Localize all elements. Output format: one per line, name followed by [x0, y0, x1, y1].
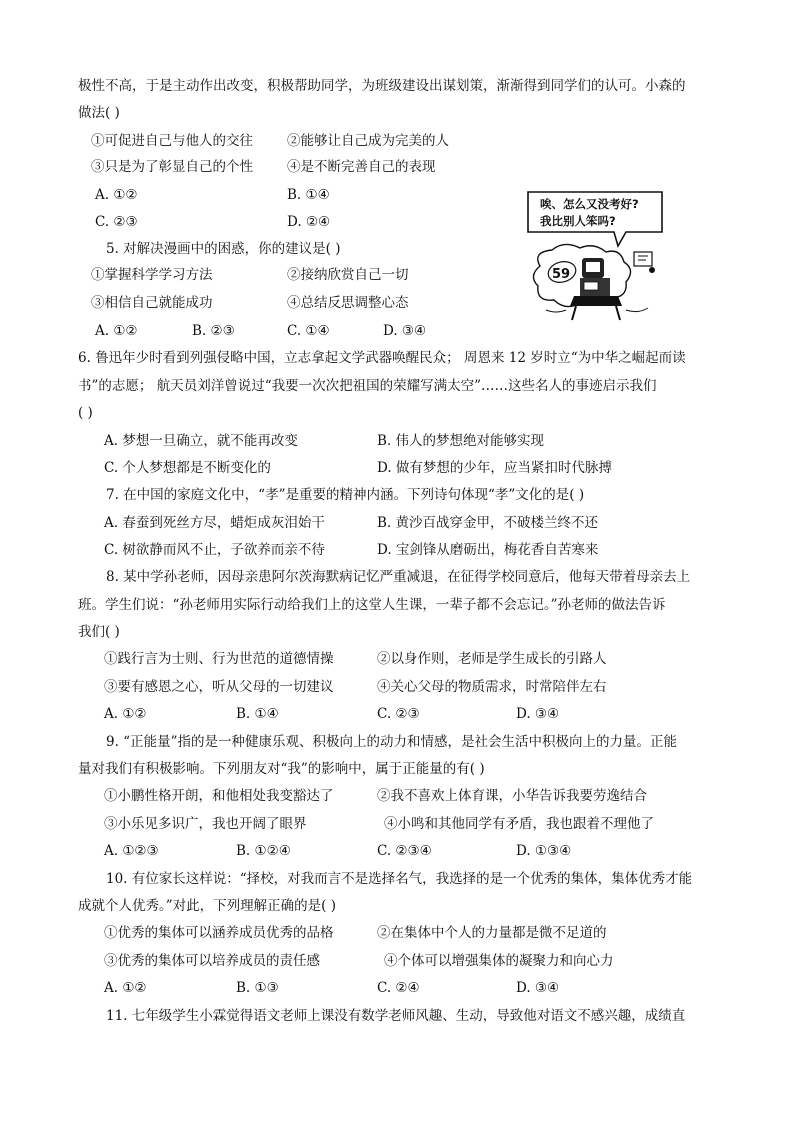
q5-stem: 5. 对解决漫画中的困惑，你的建议是( )	[106, 241, 341, 257]
q10-item-2: ②在集体中个人的力量都是微不足道的	[377, 925, 607, 941]
q11-stem-line1: 11. 七年级学生小霖觉得语文老师上课没有数学老师风趣、生动，导致他对语文不感兴趣，成绩直	[106, 1008, 686, 1024]
q10-option-b: B. ①③	[236, 980, 279, 996]
q9-option-b: B. ①②④	[236, 843, 291, 859]
q4-option-c: C. ②③	[95, 214, 138, 230]
q8-stem-line2: 班。学生们说：“孙老师用实际行动给我们上的这堂人生课，一辈子都不会忘记。”孙老师的做法告诉	[78, 597, 666, 613]
q8-item-4: ④关心父母的物质需求，时常陪伴左右	[377, 679, 607, 695]
q5-item-4: ④总结反思调整心态	[287, 295, 409, 311]
q4-item-2: ②能够让自己成为完美的人	[287, 133, 449, 149]
q7-option-a: A. 春蚕到死丝方尽，蜡炬成灰泪始干	[104, 515, 325, 531]
q4-item-4: ④是不断完善自己的表现	[287, 159, 436, 175]
q10-item-1: ①优秀的集体可以涵养成员优秀的品格	[104, 925, 334, 941]
q8-item-3: ③要有感恩之心，听从父母的一切建议	[104, 679, 334, 695]
q4-stem-line2: 做法( )	[78, 105, 120, 121]
q4-option-a: A. ①②	[95, 187, 138, 203]
q5-option-d: D. ③④	[383, 323, 427, 339]
q9-item-3: ③小乐见多识广，我也开阔了眼界	[104, 816, 307, 832]
q5-option-c: C. ①④	[287, 323, 330, 339]
q7-option-c: C. 树欲静而风不止，子欲养而亲不待	[104, 542, 325, 558]
q6-option-d: D. 做有梦想的少年，应当紧扣时代脉搏	[377, 460, 612, 476]
bubble-line2: 我比别人笨吗?	[540, 214, 616, 228]
q7-option-b: B. 黄沙百战穿金甲，不破楼兰终不还	[377, 515, 599, 531]
score-text: 59	[552, 267, 571, 282]
q8-stem-line3: 我们( )	[78, 624, 120, 640]
q8-item-1: ①践行言为士则、行为世范的道德情操	[104, 651, 334, 667]
q8-option-b: B. ①④	[236, 706, 279, 722]
q10-item-4: ④个体可以增强集体的凝聚力和向心力	[384, 953, 614, 969]
small-figure-icon	[634, 252, 655, 273]
q5-item-2: ②接纳欣赏自己一切	[287, 267, 409, 283]
q7-stem: 7. 在中国的家庭文化中，“孝”是重要的精神内涵。下列诗句体现“孝”文化的是( )	[106, 487, 585, 503]
q5-item-1: ①掌握科学学习方法	[91, 267, 213, 283]
q10-option-a: A. ①②	[104, 980, 147, 996]
q8-option-c: C. ②③	[377, 706, 420, 722]
q10-item-3: ③优秀的集体可以培养成员的责任感	[104, 953, 320, 969]
q10-stem-line2: 成就个人优秀。”对此，下列理解正确的是( )	[78, 898, 336, 914]
q9-stem-line1: 9. “正能量”指的是一种健康乐观、积极向上的动力和情感，是社会生活中积极向上的力量。正能	[106, 734, 677, 750]
comic-illustration	[522, 186, 670, 324]
q7-option-d: D. 宝剑锋从磨砺出，梅花香自苦寒来	[377, 542, 599, 558]
q9-option-d: D. ①③④	[516, 843, 572, 859]
q10-option-d: D. ③④	[516, 980, 560, 996]
q9-item-1: ①小鹏性格开朗，和他相处我变豁达了	[104, 788, 334, 804]
q4-item-1: ①可促进自己与他人的交往	[91, 133, 253, 149]
q6-stem-line1: 6. 鲁迅年少时看到列强侵略中国，立志拿起文学武器唤醒民众； 周恩来 12 岁时立“为中华之崛起而读	[78, 350, 686, 366]
q8-option-a: A. ①②	[104, 706, 147, 722]
q10-option-c: C. ②④	[377, 980, 420, 996]
q8-option-d: D. ③④	[516, 706, 560, 722]
q6-option-b: B. 伟人的梦想绝对能够实现	[377, 433, 545, 449]
q5-option-a: A. ①②	[95, 323, 138, 339]
q6-stem-line3: ( )	[78, 405, 93, 421]
q10-stem-line1: 10. 有位家长这样说：“择校，对我而言不是选择名气，我选择的是一个优秀的集体，集体优秀才能	[106, 871, 693, 887]
q5-item-3: ③相信自己就能成功	[91, 295, 213, 311]
q4-option-d: D. ②④	[287, 214, 331, 230]
q5-option-b: B. ②③	[192, 323, 235, 339]
q9-option-c: C. ②③④	[377, 843, 432, 859]
q4-stem-line1: 极性不高，于是主动作出改变，积极帮助同学，为班级建设出谋划策，渐渐得到同学们的认可。小森的	[78, 78, 686, 94]
q4-item-3: ③只是为了彰显自己的个性	[91, 159, 253, 175]
q9-item-4: ④小鸣和其他同学有矛盾，我也跟着不理他了	[384, 816, 654, 832]
q6-stem-line2: 书”的志愿； 航天员刘洋曾说过“我要一次次把祖国的荣耀写满太空”……这些名人的事迹启示我们	[78, 378, 657, 394]
q9-stem-line2: 量对我们有积极影响。下列朋友对“我”的影响中，属于正能量的有( )	[78, 761, 485, 777]
q6-option-c: C. 个人梦想都是不断变化的	[104, 460, 271, 476]
q8-item-2: ②以身作则，老师是学生成长的引路人	[377, 651, 607, 667]
q6-option-a: A. 梦想一旦确立，就不能再改变	[104, 433, 298, 449]
bubble-line1: 唉、怎么又没考好?	[540, 197, 639, 211]
q9-item-2: ②我不喜欢上体育课，小华告诉我要劳逸结合	[377, 788, 647, 804]
q8-stem-line1: 8. 某中学孙老师，因母亲患阿尔茨海默病记忆严重减退，在征得学校同意后，他每天带着母亲去上	[106, 569, 691, 585]
q4-option-b: B. ①④	[287, 187, 330, 203]
q9-option-a: A. ①②③	[104, 843, 159, 859]
comic-drawing	[522, 186, 670, 324]
